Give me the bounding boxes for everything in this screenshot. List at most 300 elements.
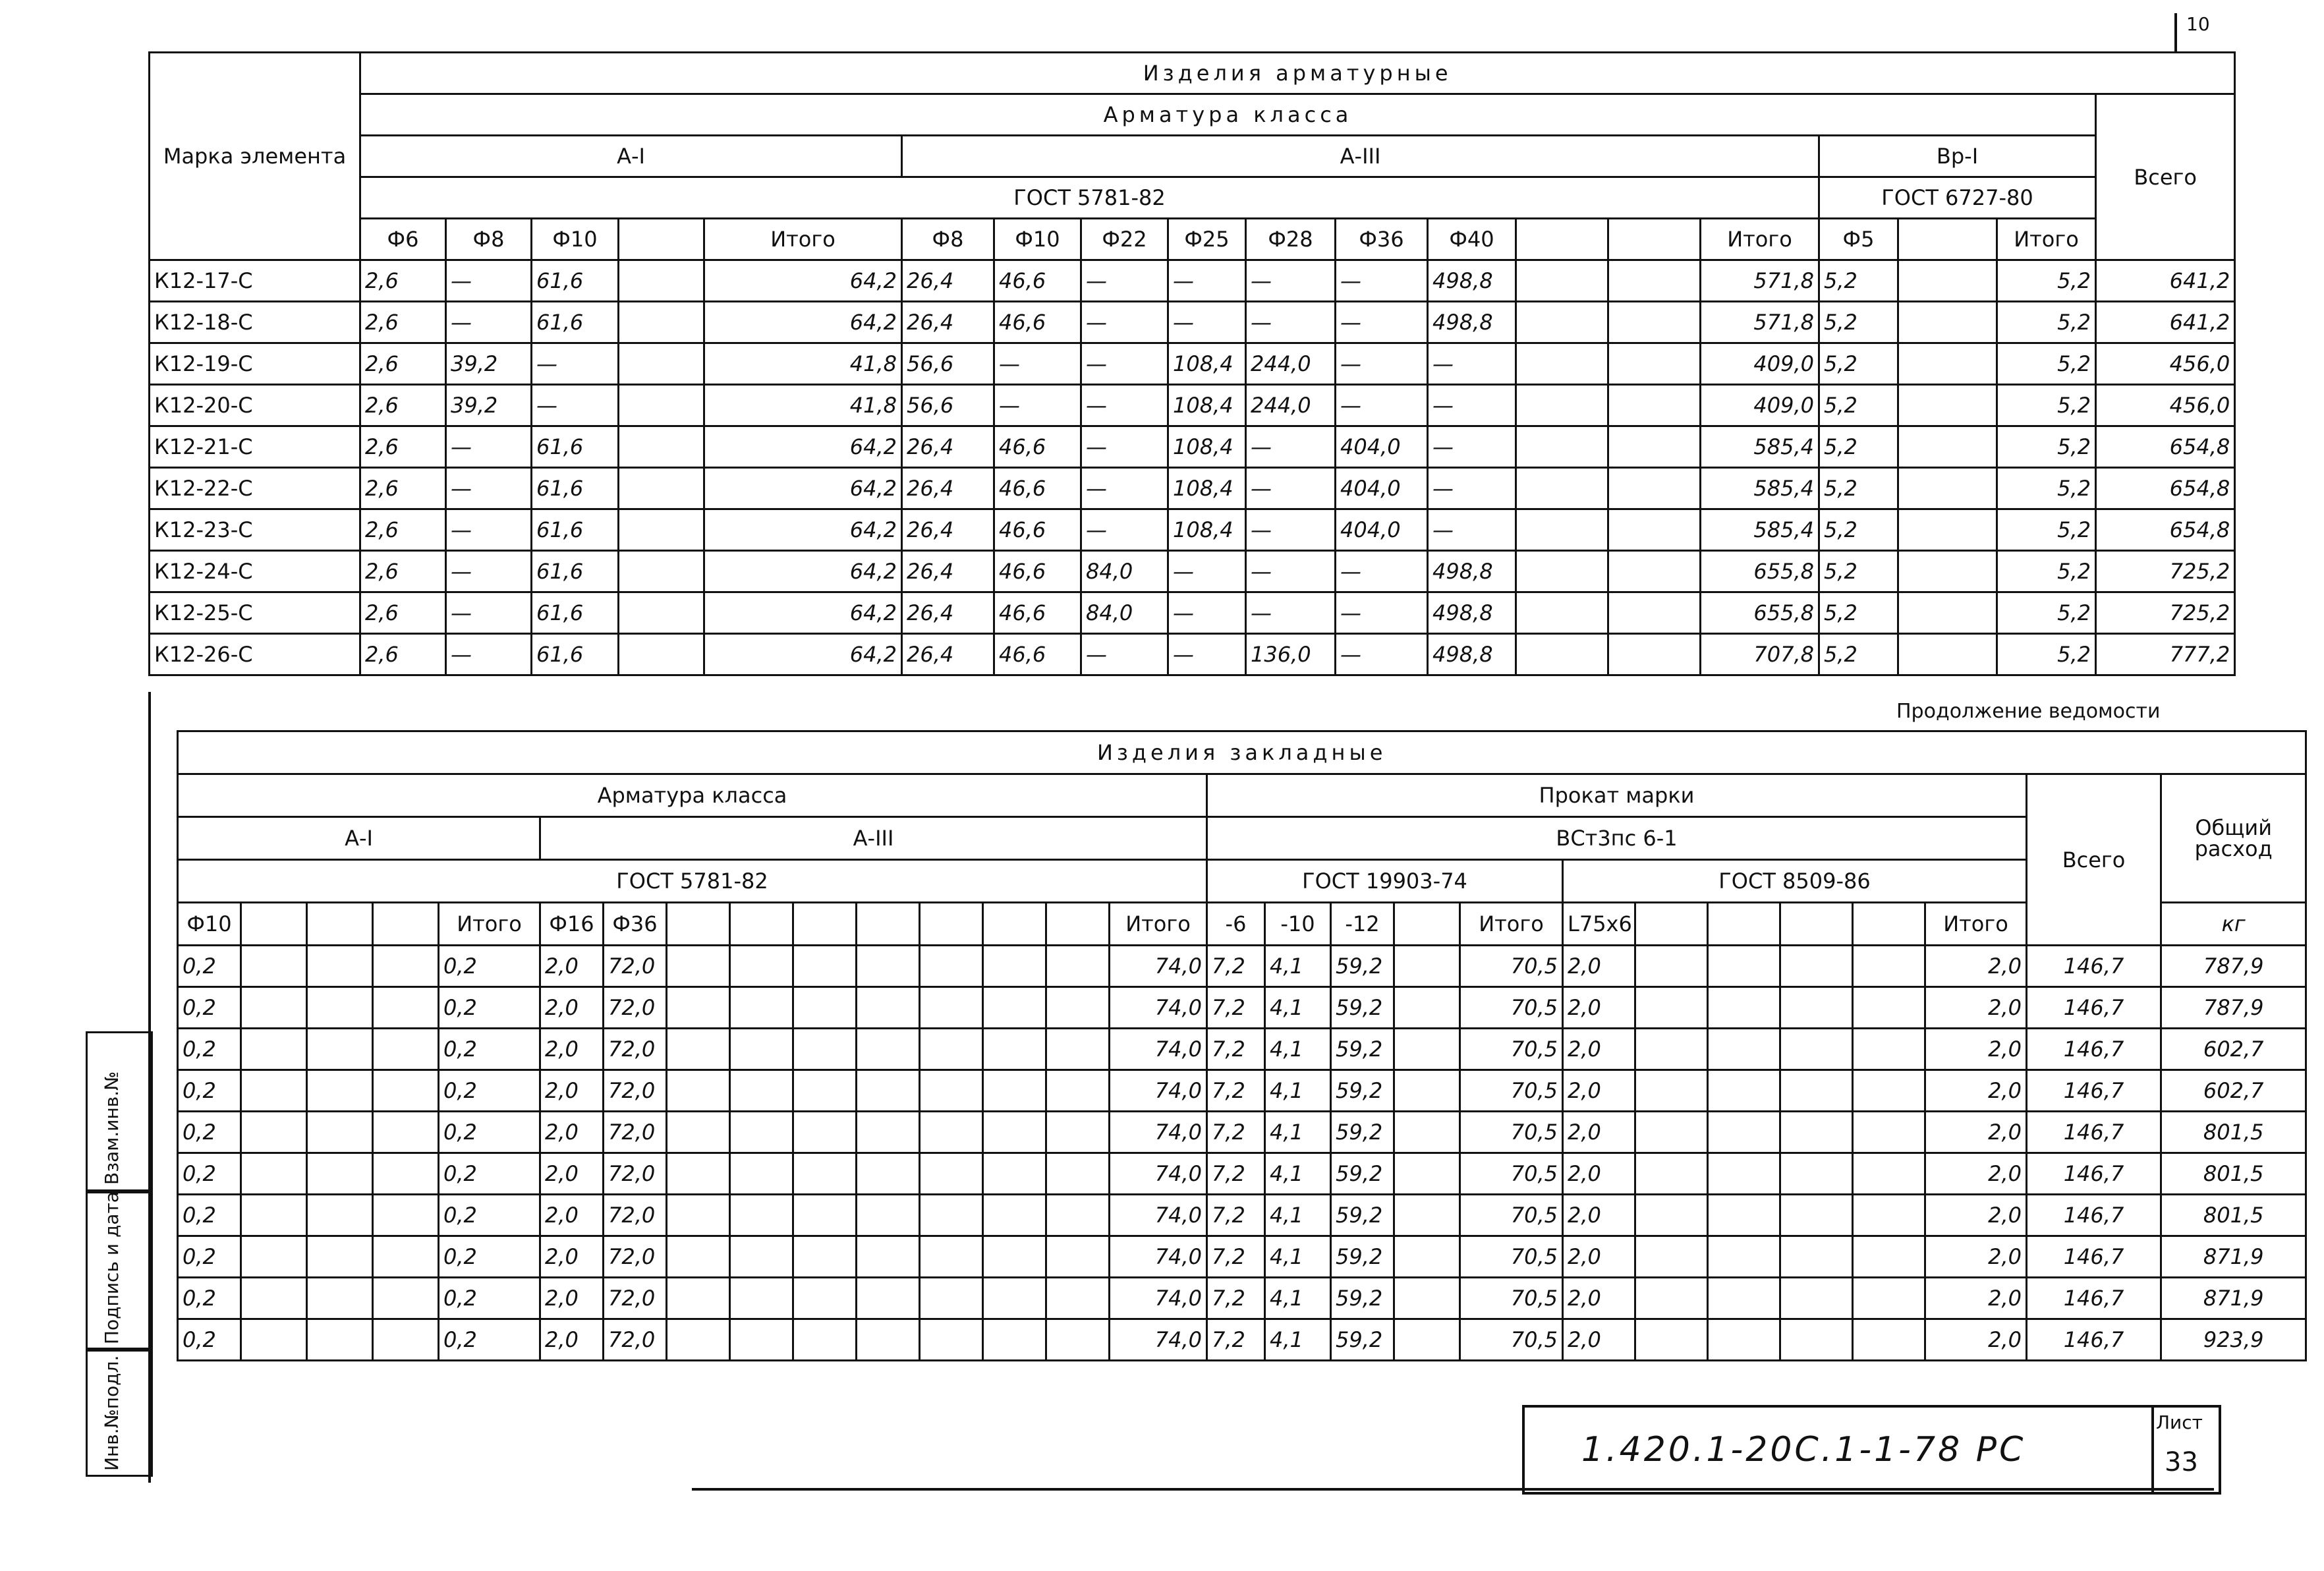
table-cell (1780, 1029, 1853, 1070)
table-cell: 61,6 (532, 509, 619, 551)
table-cell: 571,8 (1701, 260, 1819, 302)
table-cell: 41,8 (704, 385, 902, 426)
table-cell (1635, 987, 1708, 1029)
table-cell: 146,7 (2027, 1236, 2161, 1278)
table-cell: 46,6 (994, 509, 1081, 551)
table-cell (857, 1070, 920, 1112)
armature-class-header: Арматура класса (360, 94, 2096, 136)
table-cell: 4,1 (1265, 1112, 1331, 1153)
table-cell: 2,6 (360, 551, 446, 592)
table-cell (857, 946, 920, 987)
table-cell: 2,0 (1925, 1153, 2027, 1195)
table-cell: 4,1 (1265, 1070, 1331, 1112)
element-mark: К12-23-С (150, 509, 360, 551)
table-cell: — (532, 385, 619, 426)
table-cell: 2,0 (1563, 1112, 1635, 1153)
table-cell (730, 1112, 793, 1153)
table-cell: 26,4 (902, 260, 994, 302)
table-cell (1898, 509, 1997, 551)
table-cell (793, 1195, 857, 1236)
table-cell: — (532, 343, 619, 385)
table-cell: 74,0 (1110, 946, 1207, 987)
table-cell: 0,2 (178, 987, 241, 1029)
table-cell: 61,6 (532, 592, 619, 634)
gost-19903: ГОСТ 19903-74 (1207, 860, 1563, 903)
table-cell: 146,7 (2027, 1153, 2161, 1195)
table-cell (1516, 468, 1608, 509)
table-cell: 585,4 (1701, 426, 1819, 468)
table-cell (1780, 1195, 1853, 1236)
table-cell: 4,1 (1265, 1278, 1331, 1319)
table-row (178, 1319, 2306, 1361)
table-cell (857, 1029, 920, 1070)
table-cell (307, 1070, 373, 1112)
table-cell (1394, 1236, 1460, 1278)
table-cell: 5,2 (1997, 343, 2096, 385)
column-header: Итого (1997, 219, 2096, 260)
table-cell: 2,0 (1925, 1112, 2027, 1153)
class-a1-bottom: А-I (178, 817, 540, 860)
column-header: Итого (1460, 903, 1563, 946)
table-cell (307, 1112, 373, 1153)
table-cell (920, 1029, 983, 1070)
table-cell (857, 1112, 920, 1153)
table-cell (1046, 1153, 1110, 1195)
table-cell: 404,0 (1336, 509, 1428, 551)
table-cell (983, 1319, 1046, 1361)
table-row (150, 302, 2235, 343)
table-cell: 64,2 (704, 592, 902, 634)
table-row (150, 343, 2235, 385)
table-cell (241, 946, 307, 987)
table-cell: 2,0 (1563, 1195, 1635, 1236)
table-cell: — (1168, 634, 1246, 675)
table-cell (241, 1278, 307, 1319)
table-cell: — (1081, 426, 1168, 468)
table-cell (857, 1195, 920, 1236)
table-cell (619, 426, 704, 468)
table-cell: 70,5 (1460, 1236, 1563, 1278)
table-cell: 0,2 (178, 1070, 241, 1112)
table-cell (1708, 946, 1780, 987)
table-cell: 4,1 (1265, 946, 1331, 987)
table-cell: 4,1 (1265, 987, 1331, 1029)
element-mark: К12-21-С (150, 426, 360, 468)
table-cell: 0,2 (178, 1319, 241, 1361)
table-cell (307, 1278, 373, 1319)
table-cell: 7,2 (1207, 1070, 1265, 1112)
table-cell (307, 1153, 373, 1195)
table-cell (1394, 1112, 1460, 1153)
table-cell: 61,6 (532, 468, 619, 509)
table-cell (730, 1070, 793, 1112)
table-cell: — (1168, 302, 1246, 343)
table-cell: 0,2 (178, 1112, 241, 1153)
table-cell: 70,5 (1460, 1153, 1563, 1195)
table-cell: — (446, 302, 532, 343)
table-cell: 2,6 (360, 260, 446, 302)
table-cell: 5,2 (1997, 260, 2096, 302)
table-cell: 2,6 (360, 468, 446, 509)
stamp-inv-number: Инв.№подл. (101, 1355, 123, 1471)
column-header: Итого (439, 903, 540, 946)
table-cell (793, 1070, 857, 1112)
table-cell (857, 1319, 920, 1361)
table-cell: 64,2 (704, 260, 902, 302)
column-header: Ф8 (902, 219, 994, 260)
table-cell (1635, 1319, 1708, 1361)
table-cell: 2,0 (540, 946, 604, 987)
table-cell: 0,2 (439, 1153, 540, 1195)
table-cell: 5,2 (1819, 260, 1898, 302)
table-cell (667, 1153, 730, 1195)
bottom-table-title: Изделия закладные (178, 731, 2306, 774)
table-cell: 0,2 (178, 1153, 241, 1195)
table-cell (730, 1319, 793, 1361)
column-header (667, 903, 730, 946)
table-cell: 5,2 (1997, 426, 2096, 468)
table-cell (1708, 1278, 1780, 1319)
table-cell: 74,0 (1110, 1070, 1207, 1112)
column-header (1635, 903, 1708, 946)
table-cell (983, 1029, 1046, 1070)
table-cell (307, 1029, 373, 1070)
table-cell (1780, 1319, 1853, 1361)
element-mark: К12-19-С (150, 343, 360, 385)
table-cell: 2,0 (1563, 987, 1635, 1029)
table-cell (1608, 260, 1701, 302)
table-row (150, 592, 2235, 634)
table-cell (793, 1278, 857, 1319)
column-header: Итого (1701, 219, 1819, 260)
table-cell (1608, 509, 1701, 551)
column-header (1046, 903, 1110, 946)
table-cell: 70,5 (1460, 1278, 1563, 1319)
table-cell: 404,0 (1336, 426, 1428, 468)
table-cell (1853, 1112, 1925, 1153)
table-cell (241, 1029, 307, 1070)
armature-class-header-2: Арматура класса (178, 774, 1207, 817)
table-cell: — (446, 426, 532, 468)
table-cell (307, 946, 373, 987)
table-cell: 2,0 (1563, 1319, 1635, 1361)
table-cell (667, 987, 730, 1029)
table-cell: — (1336, 634, 1428, 675)
table-cell (1708, 1112, 1780, 1153)
table-cell (1708, 1029, 1780, 1070)
table-cell: 2,6 (360, 426, 446, 468)
table-cell (1516, 551, 1608, 592)
table-cell: 7,2 (1207, 1278, 1265, 1319)
table-cell: 72,0 (604, 1236, 667, 1278)
table-cell: 654,8 (2096, 426, 2235, 468)
table-cell (1635, 1195, 1708, 1236)
table-row (178, 1236, 2306, 1278)
table-cell: 5,2 (1819, 343, 1898, 385)
table-cell (307, 1195, 373, 1236)
table-cell: 2,0 (1563, 946, 1635, 987)
table-cell (730, 1278, 793, 1319)
table-cell: 641,2 (2096, 302, 2235, 343)
table-cell (1780, 1153, 1853, 1195)
table-cell: 84,0 (1081, 592, 1168, 634)
table-cell: 5,2 (1819, 385, 1898, 426)
table-cell: 409,0 (1701, 385, 1819, 426)
table-cell: — (1081, 509, 1168, 551)
class-a3-bottom: А-III (540, 817, 1207, 860)
column-header (920, 903, 983, 946)
table-cell: 59,2 (1331, 1029, 1394, 1070)
table-cell: 871,9 (2161, 1236, 2306, 1278)
table-cell: 108,4 (1168, 468, 1246, 509)
table-cell: 72,0 (604, 1070, 667, 1112)
table-cell: 59,2 (1331, 1070, 1394, 1112)
table-cell (1853, 1195, 1925, 1236)
table-cell: — (994, 343, 1081, 385)
table-cell (667, 946, 730, 987)
column-header: Ф28 (1246, 219, 1336, 260)
table-cell: 72,0 (604, 1153, 667, 1195)
table-cell: 2,6 (360, 343, 446, 385)
table-cell: 2,0 (540, 1112, 604, 1153)
table-cell: 5,2 (1997, 592, 2096, 634)
table-cell: 5,2 (1819, 592, 1898, 634)
table-cell: 871,9 (2161, 1278, 2306, 1319)
table-cell: 146,7 (2027, 1070, 2161, 1112)
table-cell: 2,0 (1925, 1236, 2027, 1278)
column-header: Ф8 (446, 219, 532, 260)
column-header: Ф22 (1081, 219, 1168, 260)
table-cell (1635, 1278, 1708, 1319)
table-row (150, 260, 2235, 302)
column-header: L75x6 (1563, 903, 1635, 946)
table-cell: 2,0 (540, 1236, 604, 1278)
column-header (1853, 903, 1925, 946)
table-cell: 70,5 (1460, 1070, 1563, 1112)
table-row (178, 987, 2306, 1029)
table-cell (1608, 634, 1701, 675)
table-cell (1853, 1236, 1925, 1278)
column-header (373, 903, 439, 946)
table-cell: 74,0 (1110, 1112, 1207, 1153)
element-mark: К12-17-С (150, 260, 360, 302)
table-cell (857, 1236, 920, 1278)
table-cell: — (1081, 302, 1168, 343)
class-a1: А-I (360, 136, 902, 177)
table-cell: 2,0 (1563, 1236, 1635, 1278)
sheet-number: 33 (2165, 1447, 2198, 1477)
table-cell (920, 1278, 983, 1319)
table-cell: 7,2 (1207, 1319, 1265, 1361)
table-cell: 46,6 (994, 551, 1081, 592)
top-right-tick (2174, 13, 2177, 53)
table-cell: — (1428, 468, 1516, 509)
table-cell: — (1246, 260, 1336, 302)
table-cell (1394, 1153, 1460, 1195)
table-cell (1898, 551, 1997, 592)
table-cell (1516, 426, 1608, 468)
table-row (178, 1029, 2306, 1070)
table-cell: — (1336, 302, 1428, 343)
table-cell: 61,6 (532, 260, 619, 302)
table-cell (1608, 343, 1701, 385)
table-row (150, 468, 2235, 509)
table-cell: — (1336, 385, 1428, 426)
table-cell: 64,2 (704, 426, 902, 468)
column-header: Ф25 (1168, 219, 1246, 260)
table-cell (373, 1070, 439, 1112)
table-cell: 4,1 (1265, 1236, 1331, 1278)
table-cell: 654,8 (2096, 509, 2235, 551)
table-cell: — (1336, 343, 1428, 385)
table-cell: 456,0 (2096, 385, 2235, 426)
table-cell: 70,5 (1460, 1112, 1563, 1153)
table-cell: — (1246, 302, 1336, 343)
table-cell (373, 1195, 439, 1236)
table-cell: 26,4 (902, 468, 994, 509)
table-cell: — (1168, 260, 1246, 302)
table-cell: 59,2 (1331, 987, 1394, 1029)
table-cell (1853, 1319, 1925, 1361)
table-cell: — (1336, 260, 1428, 302)
table-cell (1708, 1195, 1780, 1236)
column-header: -6 (1207, 903, 1265, 946)
table-cell: — (446, 634, 532, 675)
table-cell: 4,1 (1265, 1029, 1331, 1070)
column-header: Ф40 (1428, 219, 1516, 260)
table-cell: 498,8 (1428, 260, 1516, 302)
table-cell: 72,0 (604, 987, 667, 1029)
table-cell: 0,2 (439, 946, 540, 987)
table-row (150, 426, 2235, 468)
element-mark: К12-20-С (150, 385, 360, 426)
sheet-label: Лист (2156, 1412, 2203, 1433)
table-cell: 2,6 (360, 592, 446, 634)
table-row (178, 1195, 2306, 1236)
table-cell: 571,8 (1701, 302, 1819, 343)
table-cell: 498,8 (1428, 634, 1516, 675)
table-cell: 0,2 (178, 1236, 241, 1278)
table-row (150, 385, 2235, 426)
table-cell: — (994, 385, 1081, 426)
table-cell (241, 1070, 307, 1112)
column-header (793, 903, 857, 946)
table-cell: 0,2 (439, 987, 540, 1029)
table-cell: 5,2 (1997, 509, 2096, 551)
table-cell: 7,2 (1207, 1195, 1265, 1236)
table-cell: 5,2 (1997, 385, 2096, 426)
table-cell: — (1168, 551, 1246, 592)
table-cell (1046, 1236, 1110, 1278)
table-cell: 146,7 (2027, 1112, 2161, 1153)
table-cell (1635, 1112, 1708, 1153)
table-cell: 59,2 (1331, 946, 1394, 987)
table-cell: 7,2 (1207, 1236, 1265, 1278)
table-cell: 26,4 (902, 634, 994, 675)
table-cell (730, 987, 793, 1029)
table-cell: 707,8 (1701, 634, 1819, 675)
table-cell: 725,2 (2096, 551, 2235, 592)
table-cell (373, 1278, 439, 1319)
table-cell (983, 1236, 1046, 1278)
table-cell: 0,2 (439, 1112, 540, 1153)
unit-label: кг (2161, 903, 2306, 946)
table-cell: 70,5 (1460, 946, 1563, 987)
table-cell: — (446, 592, 532, 634)
table-cell: 498,8 (1428, 302, 1516, 343)
table-cell (793, 946, 857, 987)
table-cell (920, 1112, 983, 1153)
bottom-total-header: Всего (2027, 774, 2161, 946)
table-cell: 108,4 (1168, 385, 1246, 426)
table-cell: — (1081, 634, 1168, 675)
table-cell: 0,2 (439, 1195, 540, 1236)
table-cell: 108,4 (1168, 509, 1246, 551)
table-cell: 46,6 (994, 634, 1081, 675)
column-header: Ф10 (178, 903, 241, 946)
table-cell: 2,6 (360, 302, 446, 343)
stamp-replaced-inv: Взам.инв.№ (101, 1071, 123, 1185)
table-cell (1046, 1278, 1110, 1319)
table-cell: 59,2 (1331, 1195, 1394, 1236)
table-cell (920, 1319, 983, 1361)
table-cell: 641,2 (2096, 260, 2235, 302)
table-cell: 5,2 (1819, 634, 1898, 675)
total-header: Всего (2096, 94, 2235, 260)
table-cell: 2,0 (540, 1070, 604, 1112)
table-cell: 2,0 (1563, 1278, 1635, 1319)
table-cell: 2,0 (540, 1278, 604, 1319)
stamp-signature-date: Подпись и дата (101, 1191, 123, 1344)
table-cell: 146,7 (2027, 1319, 2161, 1361)
table-cell (920, 946, 983, 987)
table-cell: 56,6 (902, 343, 994, 385)
table-cell (667, 1112, 730, 1153)
column-header (1780, 903, 1853, 946)
table-cell (667, 1070, 730, 1112)
table-cell (307, 1319, 373, 1361)
table-cell: 585,4 (1701, 468, 1819, 509)
table-cell: 2,0 (1925, 987, 2027, 1029)
table-cell: 39,2 (446, 385, 532, 426)
table-cell: 5,2 (1819, 302, 1898, 343)
table-cell (619, 385, 704, 426)
table-cell (1394, 1070, 1460, 1112)
table-cell (1780, 1278, 1853, 1319)
table-cell: 64,2 (704, 551, 902, 592)
column-header: Ф6 (360, 219, 446, 260)
table-cell (1898, 343, 1997, 385)
table-cell: — (1336, 592, 1428, 634)
table-cell (1853, 1070, 1925, 1112)
table-cell: 2,0 (1925, 1029, 2027, 1070)
column-header (1516, 219, 1608, 260)
table-cell (857, 987, 920, 1029)
table-cell (667, 1195, 730, 1236)
table-cell (1898, 385, 1997, 426)
table-cell: 0,2 (439, 1319, 540, 1361)
class-vr1: Вр-I (1819, 136, 2096, 177)
table-cell (619, 592, 704, 634)
table-cell (373, 1029, 439, 1070)
table-cell (1046, 987, 1110, 1029)
table-cell (730, 1195, 793, 1236)
table-cell (1394, 987, 1460, 1029)
table-cell (1780, 1070, 1853, 1112)
table-cell (1046, 1195, 1110, 1236)
column-header (241, 903, 307, 946)
table-cell (1853, 1029, 1925, 1070)
